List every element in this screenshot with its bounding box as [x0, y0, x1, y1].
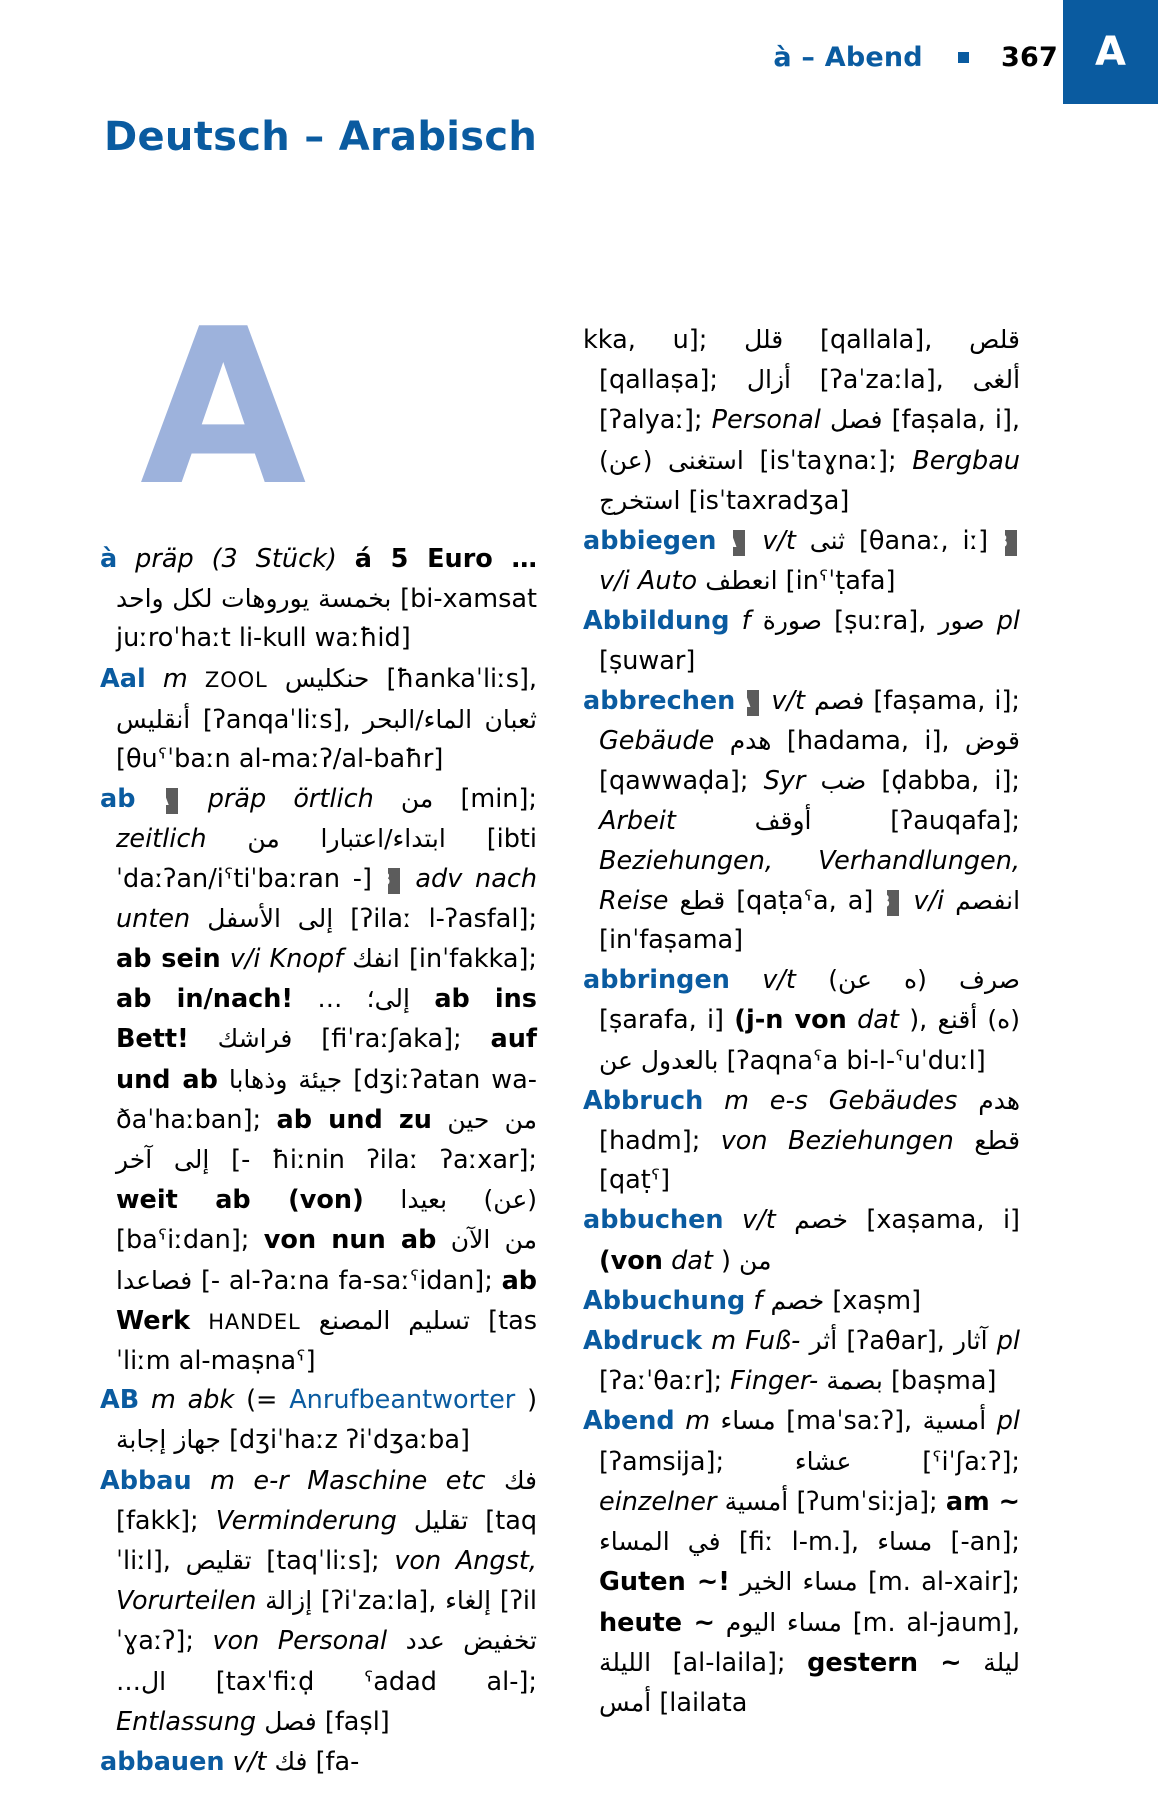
- entry-transcription: [dʒiːʔatan wa-ðaˈhaːban];: [116, 1064, 537, 1135]
- entry-transcription: [qallaṣa];: [599, 365, 719, 396]
- dictionary-entry: [100, 659, 537, 780]
- entry-arabic-translation: استخرج: [599, 485, 681, 515]
- dictionary-entry: [583, 681, 1020, 960]
- entry-transcription: ): [527, 1385, 538, 1416]
- entry-grammar-label: v/t: [762, 965, 796, 996]
- entry-transcription: [ʔalyaː];: [599, 405, 703, 436]
- entry-transcription: [ʔilaː l-ʔasfal];: [350, 903, 538, 934]
- entry-arabic-translation: من: [400, 784, 434, 814]
- entry-arabic-translation: بصمة: [826, 1366, 883, 1396]
- running-head-entry: à – Abend: [773, 42, 923, 73]
- entry-phrase: (von: [599, 1245, 663, 1276]
- entry-phrase: auf und ab: [116, 1024, 538, 1095]
- entry-grammar-label: v/t: [232, 1747, 267, 1778]
- entry-grammar-label: f: [753, 1285, 763, 1316]
- dictionary-entry: [583, 1401, 1020, 1723]
- entry-grammar-label: m: [162, 663, 188, 694]
- dictionary-entry: [100, 540, 537, 659]
- entry-transcription: [ṣuwar]: [599, 645, 696, 676]
- entry-arabic-translation: خصم: [770, 1285, 825, 1315]
- entry-grammar-label: von Angst, Vorurteilen: [116, 1546, 537, 1617]
- entry-headword: abbuchen: [583, 1205, 724, 1236]
- entry-arabic-translation: مساء: [720, 1406, 776, 1436]
- entry-phrase: gestern ~: [807, 1647, 962, 1678]
- entry-arabic-translation: إلغاء: [445, 1586, 492, 1616]
- entry-transcription: [-an];: [950, 1527, 1021, 1558]
- entry-phrase: heute ~: [599, 1607, 715, 1638]
- dictionary-entry: [583, 1281, 1020, 1321]
- entry-headword: abbauen: [100, 1747, 225, 1778]
- entry-transcription: [hadama, i],: [786, 726, 950, 757]
- entry-grammar-label: m Fuß-: [711, 1326, 801, 1357]
- entry-transcription: [ḍabba, i];: [881, 766, 1020, 797]
- entry-transcription: [fiˈraːʃaka];: [321, 1024, 462, 1055]
- entry-subject-label: HANDEL: [208, 1309, 301, 1334]
- entry-transcription: [lailata: [659, 1687, 748, 1718]
- entry-headword: à: [100, 544, 118, 574]
- entry-transcription: [ħankaˈliːs],: [386, 663, 538, 694]
- entry-transcription: [inˁˈṭafa]: [785, 566, 896, 597]
- entry-arabic-translation: من الآن فصاعدا: [116, 1225, 537, 1295]
- entry-grammar-label: m: [685, 1406, 711, 1437]
- entry-grammar-label: Entlassung: [116, 1706, 257, 1737]
- entry-arabic-translation: تسليم المصنع: [318, 1305, 470, 1335]
- entry-arabic-translation: إلى الأسفل: [207, 903, 334, 933]
- entry-arabic-translation: إزالة: [265, 1586, 313, 1616]
- entry-arabic-translation: صورة: [762, 606, 823, 636]
- entry-arabic-translation: أوقف: [754, 806, 812, 836]
- entry-grammar-label: v/t: [742, 1205, 776, 1236]
- entry-arabic-translation: أثر: [809, 1326, 838, 1356]
- entry-transcription: [ʔaθar],: [846, 1326, 945, 1357]
- entry-arabic-translation: انعطف: [705, 566, 778, 596]
- square-bullet-icon: [958, 52, 969, 63]
- entry-transcription: [ʔaˈzaːla],: [819, 365, 944, 396]
- entry-grammar-label: präp: [135, 544, 194, 574]
- entry-arabic-translation: عشاء: [794, 1446, 852, 1476]
- entry-transcription: [ʔumˈsiːja];: [796, 1486, 938, 1517]
- entry-arabic-translation: انفك: [352, 944, 400, 974]
- entry-transcription: [fakk];: [116, 1505, 199, 1536]
- page-number: 367: [1001, 42, 1058, 73]
- entry-arabic-translation: قلص: [969, 325, 1020, 354]
- entry-transcription: [faṣl]: [324, 1706, 390, 1737]
- entry-arabic-translation: استغنى (عن): [599, 445, 744, 475]
- entry-arabic-translation: هدم: [978, 1085, 1021, 1115]
- entry-arabic-translation: ألغى: [972, 365, 1021, 395]
- dictionary-entry: [100, 1381, 537, 1460]
- entry-headword: abbrechen: [583, 685, 736, 716]
- entry-sense-marker: A: [747, 690, 759, 716]
- dictionary-column-right: [583, 320, 1020, 1723]
- entry-arabic-translation: جهاز إجابة: [116, 1425, 221, 1455]
- dictionary-entry: [583, 320, 1020, 521]
- entry-sense-marker: B: [388, 868, 400, 894]
- entry-grammar-label: m abk: [151, 1385, 235, 1416]
- entry-arabic-translation: (ه) أقنع بالعدول عن: [599, 1005, 1021, 1075]
- entry-transcription: [- al-ʔaːna fa-saːˁidan];: [200, 1265, 493, 1296]
- entry-transcription: [taqˈliːl],: [116, 1505, 538, 1577]
- entry-grammar-label: Arbeit: [599, 806, 676, 837]
- entry-transcription: [qallala],: [820, 325, 933, 355]
- entry-transcription: [baˁiːdan];: [116, 1225, 250, 1256]
- entry-transcription: [bi-xamsat juːroˈhaːt li-kull waːħid]: [116, 584, 538, 654]
- entry-transcription: [maˈsaːʔ],: [786, 1406, 913, 1437]
- entry-transcription: [ʔamsija];: [599, 1446, 725, 1477]
- entry-phrase: von nun ab: [263, 1225, 437, 1256]
- entry-arabic-translation: حنكليس: [284, 663, 370, 693]
- entry-arabic-translation: فصل: [829, 405, 883, 435]
- entry-arabic-translation: جيئة وذهابا: [228, 1064, 343, 1094]
- entry-arabic-translation: أمسية: [922, 1406, 987, 1436]
- entry-phrase: (j-n von: [734, 1005, 847, 1036]
- entry-transcription: [qaṭˁ]: [599, 1165, 671, 1196]
- entry-grammar-label: dat: [857, 1005, 899, 1036]
- entry-transcription: [qawwaḍa];: [599, 766, 749, 797]
- entry-arabic-translation: انفصم: [955, 885, 1021, 915]
- dictionary-entry: [100, 1742, 537, 1782]
- entry-grammar-label: Gebäude: [599, 726, 715, 757]
- entry-grammar-label: m e-r Maschine etc: [210, 1465, 486, 1496]
- entry-arabic-translation: أزال: [746, 365, 791, 395]
- dictionary-entry: [583, 1321, 1020, 1401]
- entry-transcription: [xaṣama, i]: [866, 1205, 1020, 1236]
- entry-transcription: [baṣma]: [890, 1366, 997, 1397]
- dictionary-entry: [583, 521, 1020, 601]
- thumb-index-tab[interactable]: [1063, 0, 1158, 104]
- entry-grammar-label: von Personal: [212, 1626, 388, 1657]
- entry-transcription: [qaṭaˁa, a]: [736, 885, 874, 916]
- entry-arabic-translation: فك: [503, 1465, 537, 1495]
- entry-arabic-translation: في المساء: [599, 1527, 721, 1557]
- entry-transcription: [θuˁˈbaːn al-maːʔ/al-baħr]: [116, 744, 444, 775]
- entry-grammar-label: zeitlich: [116, 824, 207, 855]
- thumb-index-tab-letter: A: [1095, 29, 1126, 75]
- entry-transcription: [isˈtaxradʒa]: [688, 485, 850, 516]
- entry-grammar-label: v/t: [762, 526, 796, 557]
- entry-arabic-translation: ثعبان الماء/البحر: [363, 704, 538, 734]
- entry-transcription: (=: [246, 1385, 278, 1416]
- entry-arabic-translation: آثار: [953, 1326, 988, 1356]
- entry-arabic-translation: من: [739, 1245, 772, 1275]
- entry-arabic-translation: قلل: [744, 325, 784, 354]
- entry-phrase: ab ins Bett!: [116, 984, 537, 1055]
- entry-arabic-translation: صرف (ه عن): [828, 965, 1020, 995]
- entry-transcription: [ʔauqafa];: [890, 806, 1020, 837]
- entry-transcription: [min];: [460, 784, 538, 815]
- entry-transcription: [ibtiˈdaːʔan/iˁtiˈbaːran -]: [116, 824, 537, 894]
- entry-arabic-translation: قطع: [679, 885, 726, 915]
- entry-transcription: ),: [909, 1005, 928, 1036]
- entry-transcription: [m. al-jaum],: [852, 1607, 1021, 1638]
- entry-arabic-translation: تقليل: [413, 1505, 469, 1535]
- entry-arabic-translation: صور: [938, 606, 985, 636]
- entry-arabic-translation: (عن) بعيدا: [400, 1185, 537, 1215]
- entry-transcription: [ʔilˈɣaːʔ];: [116, 1586, 538, 1657]
- entry-headword: Aal: [100, 663, 146, 694]
- entry-headword: ab: [100, 784, 136, 815]
- entry-grammar-label: pl: [996, 606, 1020, 637]
- entry-transcription: [isˈtaɣnaː];: [759, 445, 897, 476]
- entry-arabic-translation: إلى؛ …: [317, 984, 410, 1014]
- entry-transcription: [- ħiːnin ʔilaː ʔaːxar];: [231, 1145, 538, 1176]
- entry-arabic-translation: ابتداء/اعتبارا من: [247, 824, 446, 854]
- entry-arabic-translation: أنقليس: [116, 704, 191, 734]
- entry-transcription: [dʒiˈhaːz ʔiˈdʒaːba]: [229, 1425, 470, 1456]
- entry-arabic-translation: بخمسة يوروهات لكل واحد: [116, 584, 392, 614]
- entry-arabic-translation: مساء الخير: [740, 1567, 858, 1597]
- entry-arabic-translation: تقليص: [185, 1546, 252, 1576]
- entry-transcription: [hadm];: [599, 1126, 701, 1157]
- entry-grammar-label: adv nach unten: [116, 863, 538, 934]
- entry-headword: Abbildung: [583, 606, 730, 637]
- dictionary-entry: [100, 779, 537, 1381]
- entry-headword: Abdruck: [583, 1326, 703, 1357]
- entry-transcription: [ʔaqnaˁa bi-l-ˁuˈduːl]: [726, 1045, 986, 1076]
- entry-headword: AB: [100, 1385, 140, 1416]
- entry-transcription: [ṣuːra],: [834, 606, 927, 637]
- entry-phrase: ab sein: [116, 944, 221, 975]
- entry-grammar-label: dat: [671, 1245, 713, 1276]
- entry-grammar-label: pl: [996, 1406, 1020, 1437]
- entry-arabic-translation: ثنى: [809, 526, 846, 556]
- dictionary-column-left: [100, 540, 537, 1782]
- entry-transcription: [faṣama, i];: [873, 685, 1021, 716]
- running-head: [0, 42, 1058, 73]
- entry-transcription: [inˈfaṣama]: [599, 925, 744, 956]
- entry-headword: Abend: [583, 1406, 675, 1437]
- entry-sense-marker: B: [1005, 530, 1017, 556]
- dictionary-entry: [583, 601, 1020, 680]
- entry-subject-label: ZOOL: [204, 667, 268, 692]
- entry-transcription: [taxˈfiːḍ ˁadad al-];: [215, 1666, 537, 1697]
- entry-headword: Abbruch: [583, 1085, 704, 1116]
- entry-transcription: [fiː l-m.],: [738, 1527, 859, 1558]
- entry-transcription: [tasˈliːm al-maṣnaˁ]: [116, 1305, 537, 1377]
- entry-transcription: [xaṣm]: [832, 1285, 922, 1316]
- entry-grammar-label: Syr: [763, 766, 806, 797]
- entry-arabic-translation: مساء اليوم: [725, 1607, 842, 1637]
- entry-arabic-translation: من حين إلى آخر: [116, 1104, 538, 1175]
- entry-transcription: [ṣarafa, i]: [599, 1005, 724, 1036]
- entry-arabic-translation: فصم: [814, 685, 865, 715]
- entry-grammar-label: Finger-: [730, 1366, 819, 1397]
- entry-grammar-label: präp örtlich: [207, 784, 374, 815]
- entry-headword: abbringen: [583, 965, 730, 996]
- entry-grammar-label: Personal: [711, 405, 821, 436]
- entry-grammar-label: Beziehungen, Verhandlungen, Reise: [599, 845, 1020, 916]
- entry-grammar-label: Verminderung: [215, 1505, 397, 1536]
- entry-arabic-translation: فك: [274, 1747, 308, 1777]
- entry-transcription: [ˁiˈʃaːʔ];: [922, 1446, 1020, 1477]
- entry-arabic-translation: ضب: [820, 766, 867, 796]
- entry-arabic-translation: أمسية: [724, 1486, 789, 1516]
- entry-transcription: [faṣala, i],: [891, 405, 1021, 436]
- entry-transcription: [θanaː, iː]: [858, 526, 989, 557]
- entry-transcription: [al-laila];: [672, 1647, 786, 1678]
- entry-phrase: ab Werk: [116, 1265, 538, 1336]
- dictionary-entry: [583, 1200, 1020, 1280]
- entry-arabic-translation: خصم: [794, 1205, 848, 1235]
- entry-transcription: ): [720, 1245, 731, 1276]
- entry-grammar-label: f: [741, 606, 751, 637]
- dictionary-entry: [583, 1081, 1020, 1201]
- entry-grammar-label: (3 Stück): [211, 544, 337, 574]
- entry-arabic-translation: الليلة: [599, 1647, 652, 1677]
- entry-transcription: [ʔanqaˈliːs],: [202, 704, 351, 735]
- entry-phrase: weit ab (von): [116, 1185, 364, 1216]
- entry-grammar-label: v/i Knopf: [229, 944, 344, 975]
- entry-phrase: ab in/nach!: [116, 984, 294, 1015]
- entry-arabic-translation: مساء: [877, 1527, 933, 1557]
- entry-arabic-translation: فصل: [264, 1706, 317, 1736]
- entry-grammar-label: pl: [996, 1326, 1021, 1357]
- entry-sense-marker: B: [887, 890, 899, 916]
- entry-phrase: á 5 Euro …: [354, 544, 538, 574]
- entry-sense-marker: A: [733, 530, 745, 556]
- entry-transcription: [ʔiˈzaːla],: [320, 1586, 437, 1617]
- entry-cross-reference: Anrufbeantworter: [289, 1385, 516, 1416]
- entry-transcription: [inˈfakka];: [408, 944, 537, 975]
- entry-phrase: am ~: [945, 1486, 1021, 1517]
- entry-arabic-translation: قطع: [974, 1126, 1021, 1156]
- entry-transcription: [taqˈliːs];: [266, 1546, 380, 1577]
- entry-arabic-translation: تخفيض عدد ال…: [116, 1626, 537, 1696]
- entry-arabic-translation: قوض: [964, 726, 1021, 756]
- entry-grammar-label: v/i Auto: [599, 566, 698, 597]
- entry-arabic-translation: فراشك: [217, 1024, 293, 1054]
- entry-grammar-label: einzelner: [599, 1486, 717, 1517]
- entry-phrase: ab und zu: [276, 1104, 432, 1135]
- entry-transcription: kka, u];: [583, 325, 708, 355]
- entry-transcription: [fa-: [315, 1747, 360, 1778]
- entry-transcription: [m. al-xair];: [867, 1567, 1020, 1598]
- entry-headword: Abbau: [100, 1465, 192, 1496]
- entry-arabic-translation: هدم: [729, 726, 772, 756]
- dictionary-entry: [583, 960, 1020, 1081]
- entry-arabic-translation: ليلة أمس: [599, 1647, 1021, 1717]
- entry-grammar-label: Bergbau: [912, 445, 1021, 476]
- entry-sense-marker: A: [166, 788, 178, 814]
- dictionary-entry: [100, 1461, 537, 1742]
- page-title: Deutsch – Arabisch: [104, 114, 538, 160]
- section-letter-watermark: A: [140, 282, 303, 533]
- entry-transcription: [ʔaːˈθaːr];: [599, 1366, 723, 1397]
- entry-headword: abbiegen: [583, 526, 717, 557]
- entry-grammar-label: m e-s Gebäudes: [724, 1085, 958, 1116]
- entry-grammar-label: v/t: [771, 685, 806, 716]
- entry-grammar-label: v/i: [913, 885, 945, 916]
- entry-phrase: Guten ~!: [599, 1567, 730, 1598]
- entry-grammar-label: von Beziehungen: [720, 1126, 954, 1157]
- entry-headword: Abbuchung: [583, 1285, 746, 1316]
